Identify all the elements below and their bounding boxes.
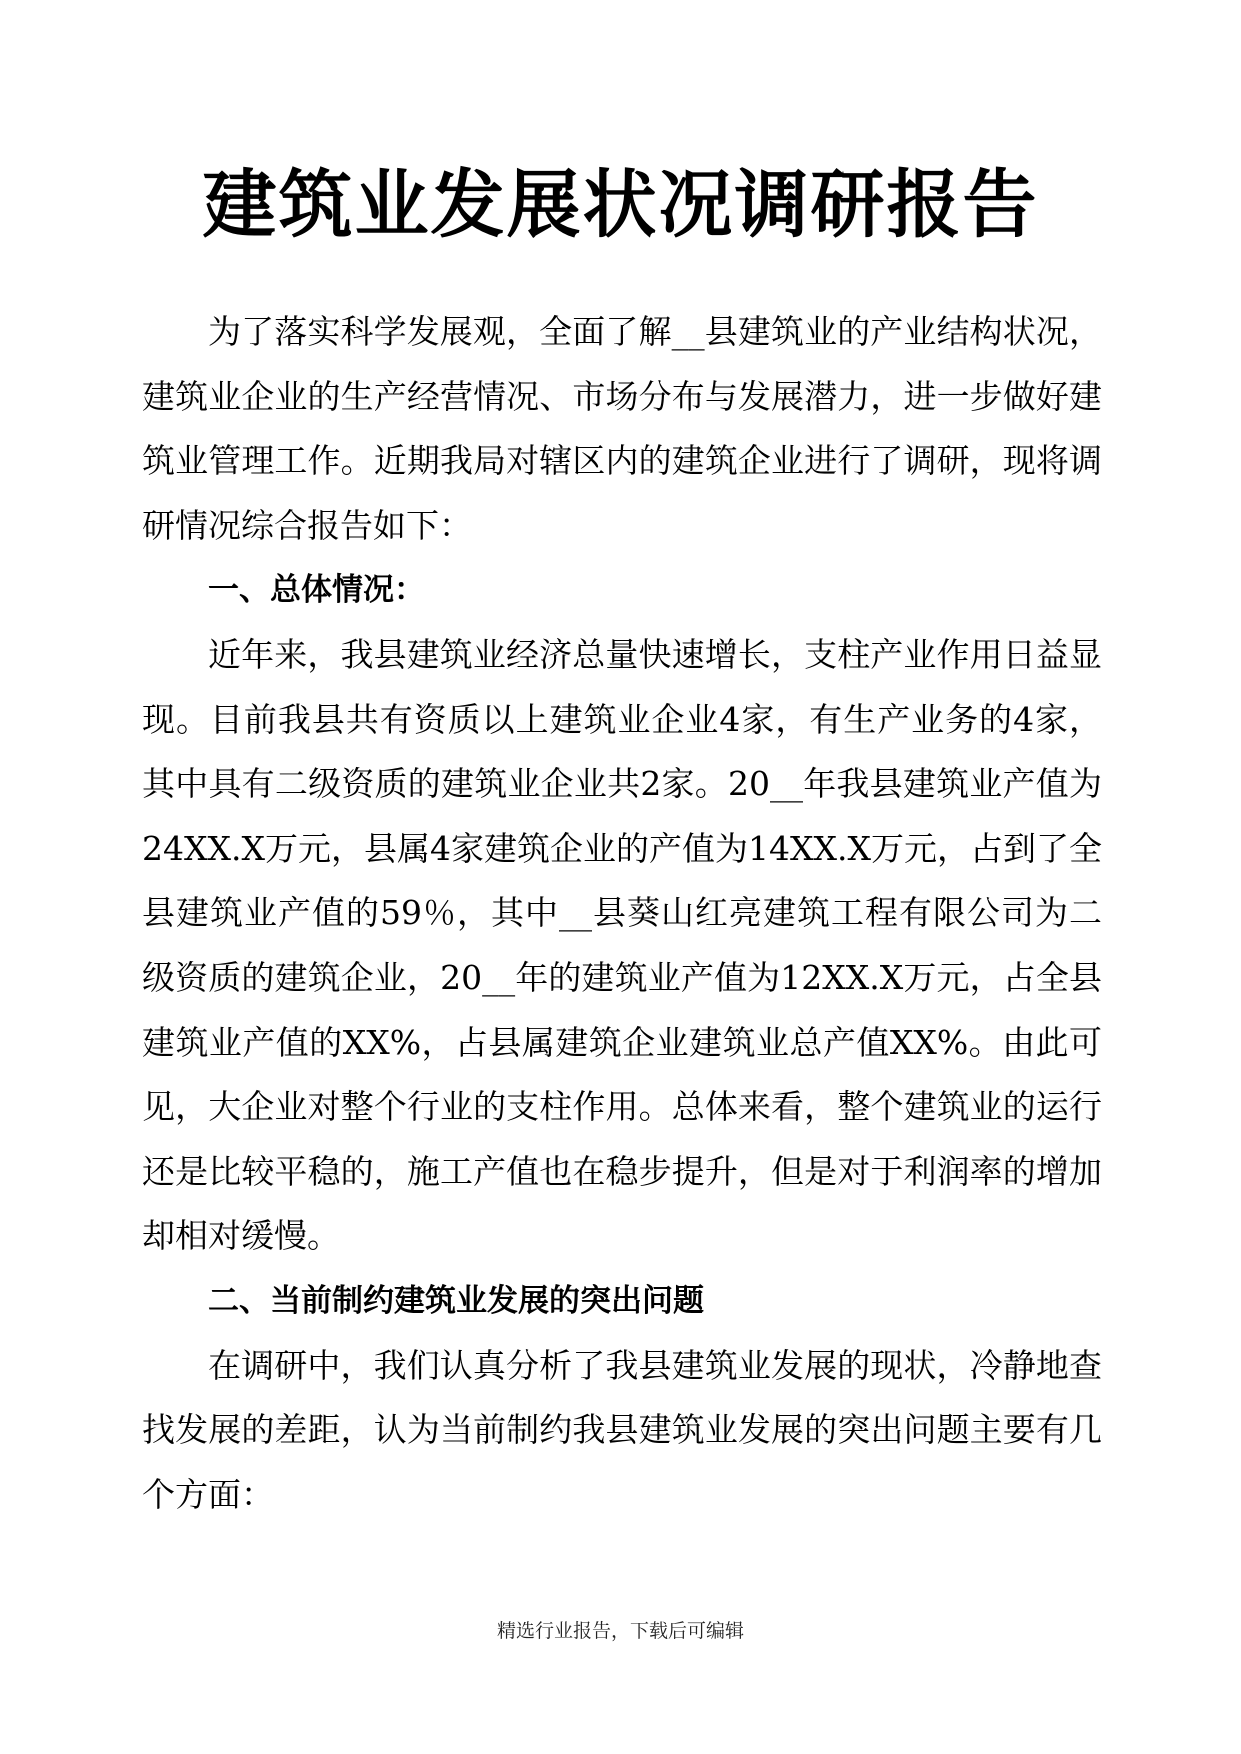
document-title: 建筑业发展状况调研报告 — [202, 162, 1039, 248]
intro-paragraph: 为了落实科学发展观，全面了解__县建筑业的产业结构状况，建筑业企业的生产经营情况、市场分布与发展潜力，进一步做好建筑业管理工作。近期我局对辖区内的建筑企业进行了调研，现将调研情况综合报告如下： — [142, 312, 1102, 545]
document-body — [142, 300, 1102, 1527]
section-2-heading: 二、当前制约建筑业发展的突出问题 — [208, 1282, 704, 1319]
section-1-heading: 一、总体情况： — [208, 572, 425, 609]
section-1-paragraph: 近年来，我县建筑业经济总量快速增长，支柱产业作用日益显现。目前我县共有资质以上建筑业企业4家，有生产业务的4家，其中具有二级资质的建筑业企业共2家。20__年我县建筑业产值为24XX.X万元，县属4家建筑企业的产值为14XX.X万元，占到了全县建筑业产值的59％，其中__县葵山红亮建筑工程有限公司为二级资质的建筑企业，20__年的建筑业产值为12XX.X万元，占全县建筑业产值的XX%，占县属建筑企业建筑业总产值XX%。由此可见，大企业对整个行业的支柱作用。总体来看，整个建筑业的运行还是比较平稳的，施工产值也在稳步提升，但是对于利润率的增加却相对缓慢。 — [142, 634, 1102, 1256]
section-2-paragraph: 在调研中，我们认真分析了我县建筑业发展的现状，冷静地查找发展的差距，认为当前制约我县建筑业发展的突出问题主要有几个方面： — [142, 1345, 1102, 1514]
page-footer: 精选行业报告，下载后可编辑 — [496, 1620, 744, 1642]
